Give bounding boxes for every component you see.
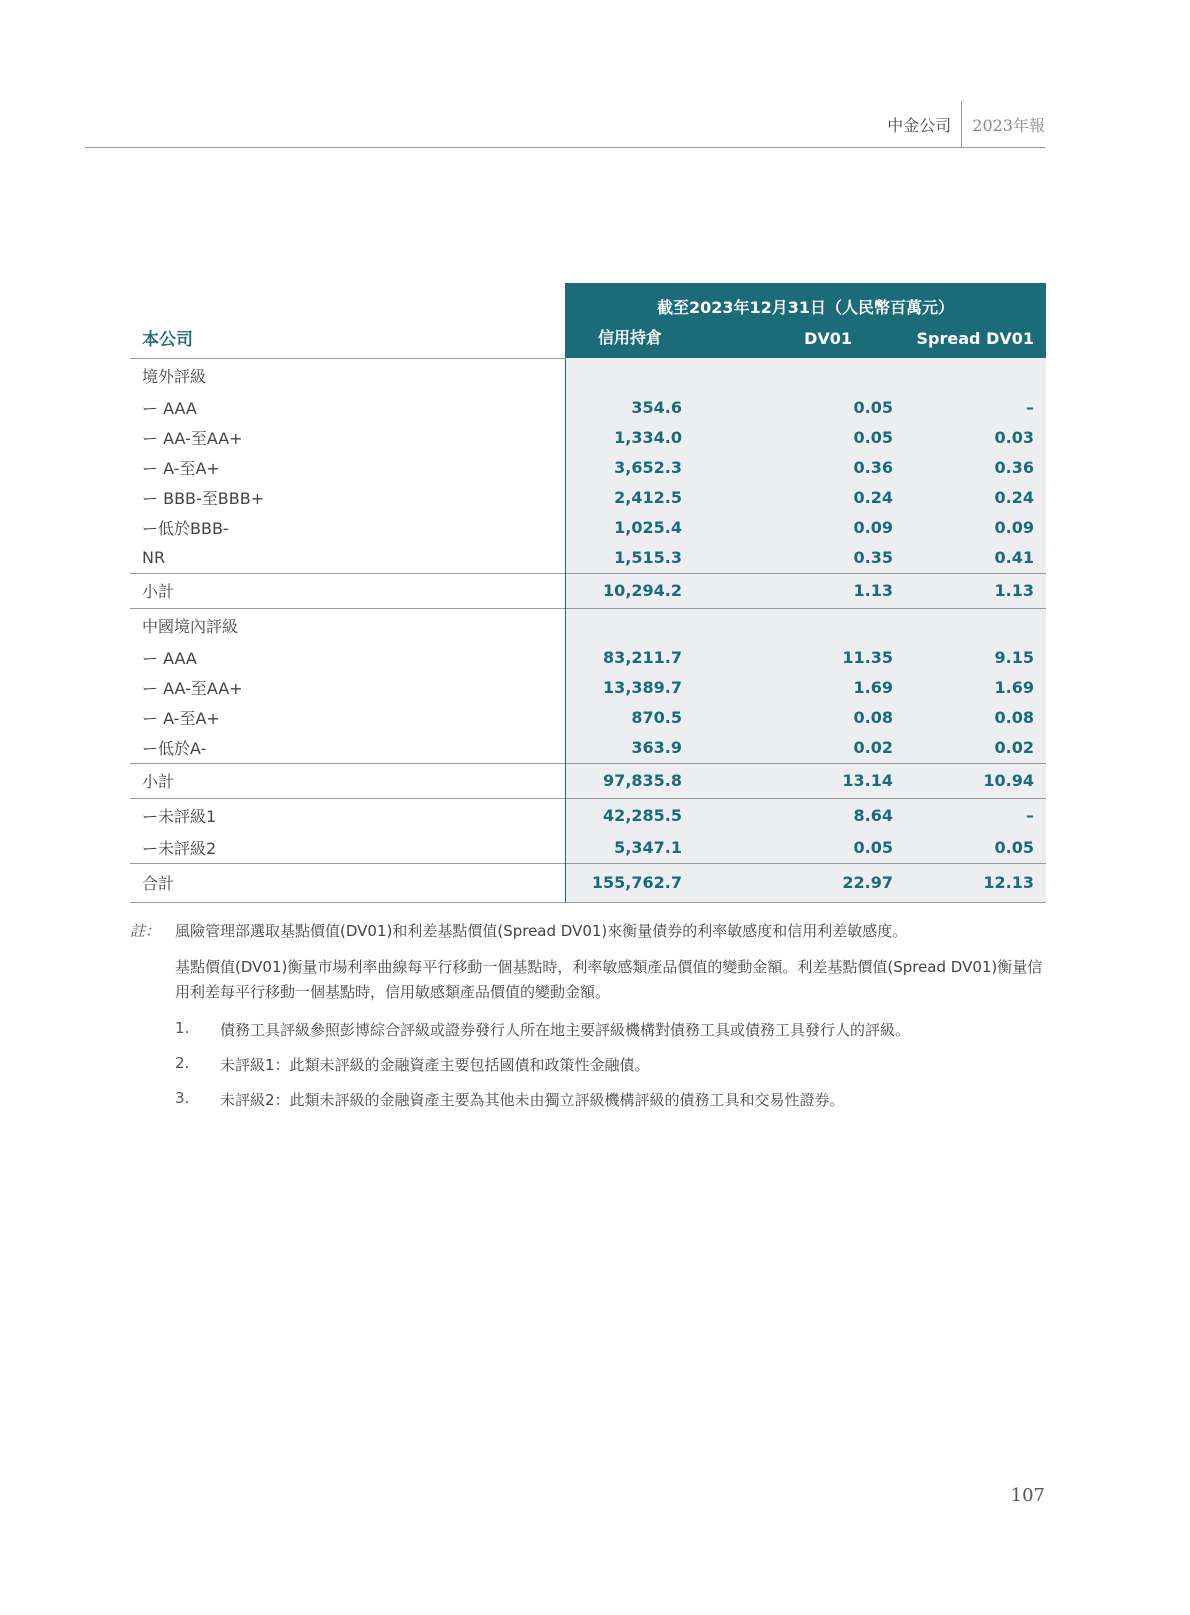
- table-row: ー低於A- 363.9 0.02 0.02: [130, 733, 1046, 764]
- header-rule: [85, 147, 1045, 148]
- report-title: 2023年報: [972, 115, 1045, 135]
- page-number: 107: [1010, 1485, 1045, 1506]
- note-tag: 註：: [130, 922, 161, 940]
- table-row: ー AAA 83,211.7 11.35 9.15: [130, 643, 1046, 673]
- note-item: 1. 債務工具評級參照彭博綜合評級或證券發行人所在地主要評級機構對債務工具或債務工具發行人的評級。: [175, 1019, 911, 1039]
- table-row: ー A-至A+ 870.5 0.08 0.08: [130, 703, 1046, 733]
- table-row: ー AA-至AA+ 13,389.7 1.69 1.69: [130, 673, 1046, 703]
- subtotal-row: 小計 10,294.2 1.13 1.13: [130, 573, 1046, 608]
- table-row: ー未評級1 42,285.5 8.64 –: [130, 798, 1046, 833]
- section-title-domestic: 中國境內評級: [130, 608, 565, 643]
- section-title-offshore: 境外評級: [130, 358, 565, 393]
- table-row: ー低於BBB- 1,025.4 0.09 0.09: [130, 513, 1046, 543]
- header-blank-cell: [130, 283, 565, 319]
- page-header: [887, 100, 1045, 148]
- table-row: ー AAA 354.6 0.05 –: [130, 393, 1046, 423]
- col-spread-dv01: Spread DV01: [905, 319, 1046, 358]
- column-group-header: 截至2023年12月31日（人民幣百萬元）: [565, 283, 1046, 319]
- table-row: NR 1,515.3 0.35 0.41: [130, 543, 1046, 574]
- note-item: 2. 未評級1：此類未評級的金融資產主要包括國債和政策性金融債。: [175, 1054, 650, 1074]
- notes-section: [130, 920, 1046, 1124]
- col-credit-position: 信用持倉: [565, 319, 735, 358]
- note-item: 3. 未評級2：此類未評級的金融資產主要為其他未由獨立評級機構評級的債務工具和交易性證券。: [175, 1089, 845, 1109]
- table-row: ー未評級2 5,347.1 0.05 0.05: [130, 833, 1046, 864]
- entity-label: 本公司: [130, 319, 565, 358]
- table-row: ー AA-至AA+ 1,334.0 0.05 0.03: [130, 423, 1046, 453]
- subtotal-row: 小計 97,835.8 13.14 10.94: [130, 763, 1046, 798]
- credit-risk-table: [130, 283, 1046, 903]
- col-dv01: DV01: [735, 319, 905, 358]
- table-row: ー A-至A+ 3,652.3 0.36 0.36: [130, 453, 1046, 483]
- table-row: ー BBB-至BBB+ 2,412.5 0.24 0.24: [130, 483, 1046, 513]
- company-name: 中金公司: [887, 115, 952, 135]
- note-intro: 風險管理部選取基點價值(DV01)和利差基點價值(Spread DV01)來衡量債券的利率敏感度和信用利差敏感度。: [175, 922, 908, 940]
- note-paragraph: 基點價值(DV01)衡量市場利率曲線每平行移動一個基點時，利率敏感類產品價值的變動金額。利差基點價值(Spread DV01)衡量信用利差每平行移動一個基點時，信用敏感類產品價值的變動金額。: [175, 958, 1043, 1001]
- total-row: 合計 155,762.7 22.97 12.13: [130, 863, 1046, 902]
